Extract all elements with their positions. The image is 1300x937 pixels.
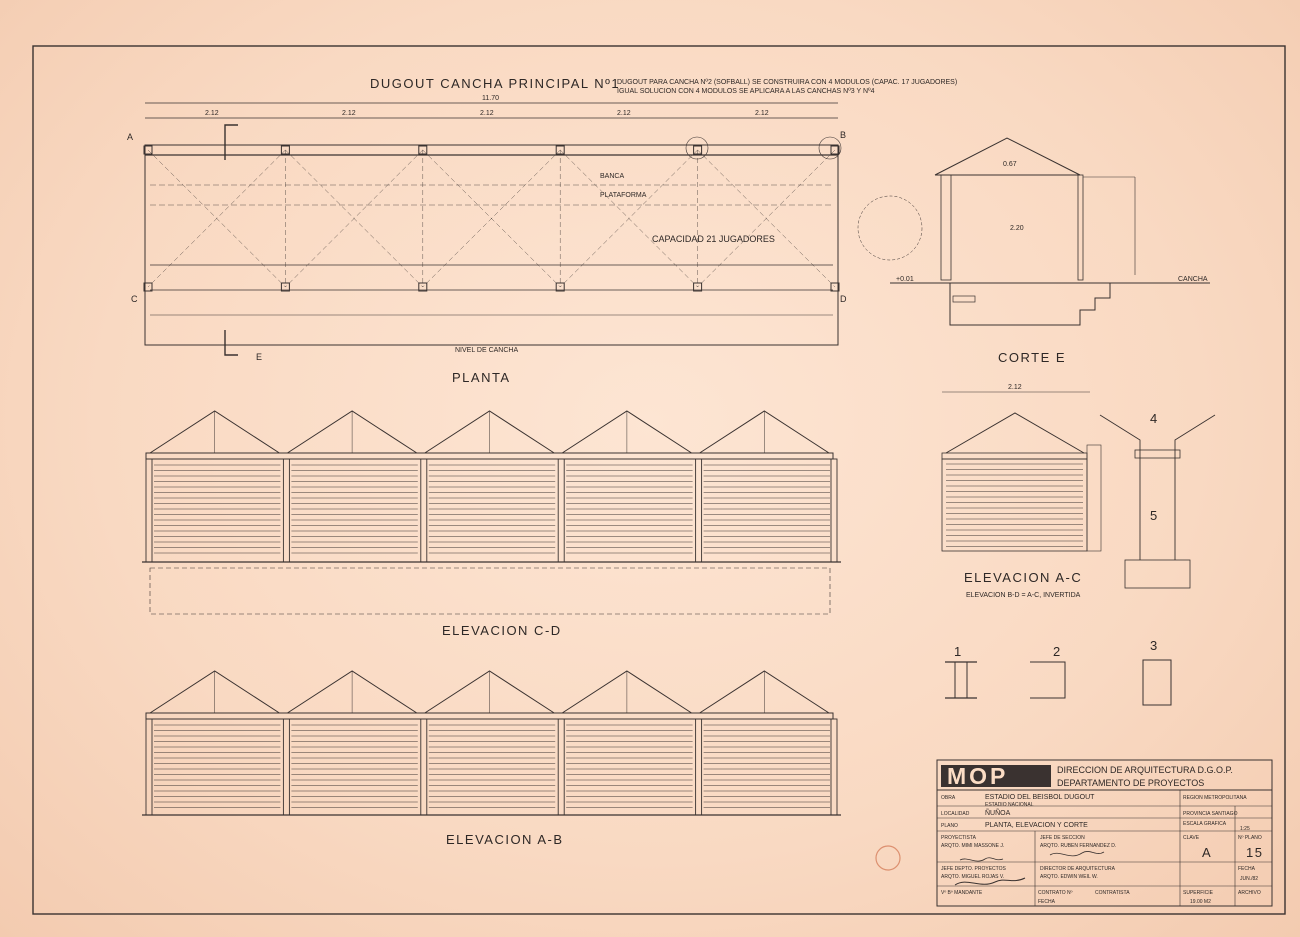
elevation-ab <box>142 671 841 847</box>
tb-escala-value: 1:25 <box>1240 826 1250 832</box>
detail-5-number: 5 <box>1150 508 1159 523</box>
elevation-ac-label: ELEVACION A-C <box>964 570 1083 585</box>
tb-plano-no-value: 15 <box>1246 845 1264 860</box>
tb-obra-value: ESTADIO DEL BEISBOL DUGOUT <box>985 794 1095 801</box>
tb-jefe-depto-value: ARQTO. MIGUEL ROJAS V. <box>941 874 1005 880</box>
detail-callout-b <box>686 137 708 159</box>
plan-plataforma-label: PLATAFORMA <box>600 192 647 199</box>
plan-note-2: IGUAL SOLUCION CON 4 MODULOS SE APLICARA A LAS CANCHAS Nº3 Y Nº4 <box>617 88 875 95</box>
elevation-beam <box>146 453 833 459</box>
section-label: CORTE E <box>998 350 1067 365</box>
tb-jefe-value: ARQTO. RUBEN FERNANDEZ D. <box>1040 843 1117 849</box>
elevation-ac <box>942 384 1101 599</box>
tb-fecha2-label: FECHA <box>1038 899 1055 905</box>
plan-bays <box>144 146 839 291</box>
elevation-ac-beam <box>942 453 1087 459</box>
tb-contrato-label: CONTRATO Nº <box>1038 890 1073 896</box>
tb-jefe-label: JEFE DE SECCION <box>1040 835 1085 841</box>
elevation-column <box>696 719 702 815</box>
bay-dim-4: 2.12 <box>617 110 631 117</box>
section-roof <box>935 138 1080 175</box>
elevation-column <box>283 459 289 562</box>
detail-4-left <box>1100 415 1140 560</box>
overall-dim-text: 11.70 <box>482 95 499 102</box>
tb-obra-label: OBRA <box>941 795 956 801</box>
plan-note-1: DUGOUT PARA CANCHA Nº2 (SOFBALL) SE CONSTRUIRA CON 4 MODULOS (CAPAC. 17 JUGADORES) <box>617 79 958 86</box>
elevation-ac-dim-text: 2.12 <box>1008 384 1022 391</box>
section-post-right <box>1078 175 1083 280</box>
tb-region: REGION METROPOLITANA <box>1183 795 1247 801</box>
tb-archivo-label: ARCHIVO <box>1238 890 1261 896</box>
tb-director-label: DIRECTOR DE ARQUITECTURA <box>1040 866 1115 872</box>
elevation-ac-slats <box>946 464 1083 547</box>
plan-corner-a: A <box>127 132 134 142</box>
tb-superficie-label: SUPERFICIE <box>1183 890 1214 896</box>
detail-2-number: 2 <box>1053 644 1062 659</box>
elevation-column <box>558 719 564 815</box>
bay-dim-5: 2.12 <box>755 110 769 117</box>
tb-org-2: DEPARTAMENTO DE PROYECTOS <box>1057 778 1205 788</box>
tb-org-1: DIRECCION DE ARQUITECTURA D.G.O.P. <box>1057 765 1233 775</box>
tb-director-value: ARQTO. EDWIN WEIL W. <box>1040 874 1098 880</box>
detail-3-tube <box>1143 660 1171 705</box>
plan-level-label: NIVEL DE CANCHA <box>455 347 519 354</box>
elevation-column <box>831 459 837 562</box>
elevation-column <box>421 719 427 815</box>
tb-fecha-label: FECHA <box>1238 866 1255 872</box>
elevation-cd <box>142 411 841 638</box>
elevation-column <box>696 459 702 562</box>
detail-2-channel <box>1030 662 1065 698</box>
plan-corner-b: B <box>840 130 847 140</box>
detail-4-number: 4 <box>1150 411 1159 426</box>
tb-escala-label: ESCALA GRAFICA <box>1183 821 1227 827</box>
tb-clave-value: A <box>1202 845 1213 860</box>
section-dim-height: 2.20 <box>1010 225 1024 232</box>
elevation-ab-label: ELEVACION A-B <box>446 832 564 847</box>
tb-proyectista-value: ARQTO. MIMI MASSONE J. <box>941 843 1005 849</box>
approval-stamp <box>876 846 900 870</box>
tb-superficie-value: 19.00 M2 <box>1190 899 1211 905</box>
elevation-ac-wall <box>942 459 1087 551</box>
detail-5-footing <box>1125 560 1190 588</box>
signature-jefe <box>1050 851 1104 855</box>
tb-jefe-depto-label: JEFE DEPTO. PROYECTOS <box>941 866 1006 872</box>
detail-1-column <box>955 662 967 698</box>
section-bench <box>953 296 975 302</box>
bay-dim-1: 2.12 <box>205 110 219 117</box>
elevation-column <box>558 459 564 562</box>
plan-banca-label: BANCA <box>600 173 625 180</box>
elevation-ac-roof <box>946 413 1084 453</box>
mop-logo: MOP <box>947 763 1009 789</box>
tb-clave-label: CLAVE <box>1183 835 1200 841</box>
section-view <box>890 138 1210 365</box>
main-title: DUGOUT CANCHA PRINCIPAL Nº1 <box>370 76 621 91</box>
elevation-beam <box>146 713 833 719</box>
detail-4-right <box>1175 415 1215 560</box>
plan-capacity-label: CAPACIDAD 21 JUGADORES <box>652 234 775 244</box>
detail-3-number: 3 <box>1150 638 1159 653</box>
plan-corner-d: D <box>840 294 847 304</box>
elevation-cd-drawing <box>142 411 841 562</box>
elevation-ac-sub: ELEVACION B-D = A-C, INVERTIDA <box>966 592 1081 599</box>
tb-localidad-label: LOCALIDAD <box>941 811 970 817</box>
title-block <box>937 760 1272 906</box>
section-post-left <box>941 175 951 280</box>
bay-dim-3: 2.12 <box>480 110 494 117</box>
section-dim-top: 0.67 <box>1003 161 1017 168</box>
elevation-ac-side <box>1087 445 1101 551</box>
elevation-column <box>283 719 289 815</box>
section-cut-bottom <box>225 330 238 355</box>
tb-plano-label: PLANO <box>941 823 958 829</box>
section-cancha-label: CANCHA <box>1178 276 1208 283</box>
detail-4-beam <box>1135 450 1180 458</box>
bay-dim-2: 2.12 <box>342 110 356 117</box>
elevation-cd-foundation <box>150 568 830 614</box>
tb-contratista-label: CONTRATISTA <box>1095 890 1130 896</box>
elevation-cd-label: ELEVACION C-D <box>442 623 562 638</box>
section-level: +0.01 <box>896 276 914 283</box>
elevation-column <box>831 719 837 815</box>
plan-corner-c: C <box>131 294 138 304</box>
plan-view <box>127 95 922 385</box>
plan-detail-circle <box>858 196 922 260</box>
tb-vb-label: Vº Bº MANDANTE <box>941 890 983 896</box>
elevation-ab-drawing <box>142 671 841 815</box>
tb-proyectista-label: PROYECTISTA <box>941 835 976 841</box>
tb-obra-value-2: ESTADIO NACIONAL <box>985 802 1034 808</box>
tb-plano-no-label: Nº PLANO <box>1238 835 1262 841</box>
section-steps <box>950 283 1110 325</box>
tb-plano-value: PLANTA, ELEVACION Y CORTE <box>985 822 1088 829</box>
plan-label: PLANTA <box>452 370 511 385</box>
details <box>945 411 1215 705</box>
tb-provincia: PROVINCIA SANTIAGO <box>1183 811 1238 817</box>
tb-localidad-value: ÑUÑOA <box>985 810 1011 817</box>
signature-proyectista <box>960 858 1003 861</box>
tb-fecha-value: JUN./82 <box>1240 876 1259 882</box>
section-cut-label: E <box>256 352 263 362</box>
elevation-column <box>146 459 152 562</box>
elevation-column <box>146 719 152 815</box>
detail-1-number: 1 <box>954 644 963 659</box>
elevation-column <box>421 459 427 562</box>
